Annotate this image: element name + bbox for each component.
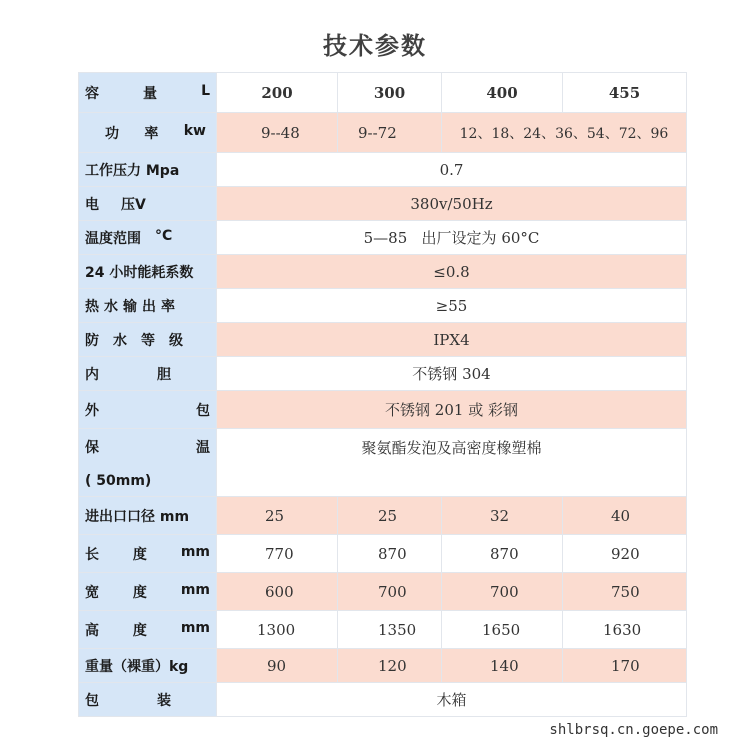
cell: 40 [563, 497, 687, 535]
row-label [79, 221, 217, 255]
label-part: 保 [85, 439, 99, 456]
table-row-shell [79, 391, 687, 429]
label-part: ( 50mm) [85, 472, 152, 489]
row-label: 热水输出率 [79, 289, 217, 323]
cell: 300 [338, 73, 442, 113]
label-part: 宽 [85, 584, 99, 601]
row-label: 24 小时能耗系数 [79, 255, 217, 289]
label-part: 外 [85, 402, 99, 419]
row-label [79, 187, 217, 221]
table-row-packing [79, 683, 687, 717]
label-part: 长 [85, 546, 99, 563]
cell: 1300 [217, 611, 338, 649]
row-label [79, 683, 217, 717]
cell: 400 [442, 73, 563, 113]
cell: 木箱 [217, 683, 687, 717]
cell: 200 [217, 73, 338, 113]
cell: 不锈钢 201 或 彩钢 [217, 391, 687, 429]
cell: 140 [442, 649, 563, 683]
row-label [79, 357, 217, 391]
label-part: °C [155, 227, 173, 244]
cell: 32 [442, 497, 563, 535]
cell: 25 [338, 497, 442, 535]
cell: ≥55 [217, 289, 687, 323]
cell: 870 [442, 535, 563, 573]
table-row-power [79, 113, 687, 153]
row-label: 重量（裸重）kg [79, 649, 217, 683]
table-row-hotwater [79, 289, 687, 323]
row-label: 防水等级 [79, 323, 217, 357]
cell: IPX4 [217, 323, 687, 357]
label-part: 量 [143, 85, 158, 102]
label-part: 度 [132, 584, 147, 601]
label-part: 高 [85, 622, 99, 639]
label-part: 内 [85, 366, 99, 383]
label-part: mm [180, 543, 210, 560]
row-label [79, 573, 217, 611]
label-part: 包 [85, 692, 99, 709]
cell: 12、18、24、36、54、72、96 [442, 113, 687, 153]
cell: 不锈钢 304 [217, 357, 687, 391]
row-label: 进出口口径 mm [79, 497, 217, 535]
cell: 9--72 [338, 113, 442, 153]
spec-table [78, 72, 687, 717]
row-label [79, 73, 217, 113]
table-row-temperature [79, 221, 687, 255]
cell: 1350 [338, 611, 442, 649]
cell: 1650 [442, 611, 563, 649]
label-part: 胆 [157, 366, 171, 383]
label-part: 压V [121, 196, 146, 213]
table-row-insulation [79, 429, 687, 497]
cell: 920 [563, 535, 687, 573]
cell: 700 [442, 573, 563, 611]
label-part: mm [180, 619, 210, 636]
cell: 25 [217, 497, 338, 535]
cell: 90 [217, 649, 338, 683]
cell: 9--48 [217, 113, 338, 153]
row-label [79, 113, 217, 153]
cell: 455 [563, 73, 687, 113]
row-label [79, 429, 217, 497]
cell: 5—85 出厂设定为 60°C [217, 221, 687, 255]
table-row-voltage [79, 187, 687, 221]
table-row-pipe [79, 497, 687, 535]
row-label [79, 611, 217, 649]
cell: ≤0.8 [217, 255, 687, 289]
table-row-weight [79, 649, 687, 683]
cell: 600 [217, 573, 338, 611]
cell: 750 [563, 573, 687, 611]
cell: 1630 [563, 611, 687, 649]
table-row-width [79, 573, 687, 611]
row-label [79, 535, 217, 573]
table-row-tank [79, 357, 687, 391]
cell: 120 [338, 649, 442, 683]
cell: 聚氨酯发泡及高密度橡塑棉 [217, 429, 687, 497]
label-part: 装 [157, 692, 171, 709]
label-part: L [201, 82, 210, 99]
label-part: 温度范围 [85, 230, 141, 247]
label-part: mm [180, 581, 210, 598]
table-row-waterproof [79, 323, 687, 357]
label-part: 容 [85, 85, 99, 102]
label-part: 率 [144, 125, 159, 142]
label-part: 功 [105, 125, 119, 142]
cell: 170 [563, 649, 687, 683]
label-part: 包 [196, 402, 210, 419]
cell: 770 [217, 535, 338, 573]
cell: 380v/50Hz [217, 187, 687, 221]
label-part: 温 [196, 439, 210, 456]
watermark-url: shlbrsq.cn.goepe.com [549, 722, 718, 738]
table-row-length [79, 535, 687, 573]
label-part: 度 [132, 622, 147, 639]
row-label [79, 391, 217, 429]
label-part: kw [183, 122, 206, 139]
label-part: 度 [132, 546, 147, 563]
table-row-height [79, 611, 687, 649]
row-label: 工作压力 Mpa [79, 153, 217, 187]
table-row-energy [79, 255, 687, 289]
table-row-capacity [79, 73, 687, 113]
label-part: 电 [85, 196, 99, 213]
cell: 870 [338, 535, 442, 573]
page-title: 技术参数 [323, 32, 427, 60]
cell: 700 [338, 573, 442, 611]
cell: 0.7 [217, 153, 687, 187]
table-row-pressure [79, 153, 687, 187]
